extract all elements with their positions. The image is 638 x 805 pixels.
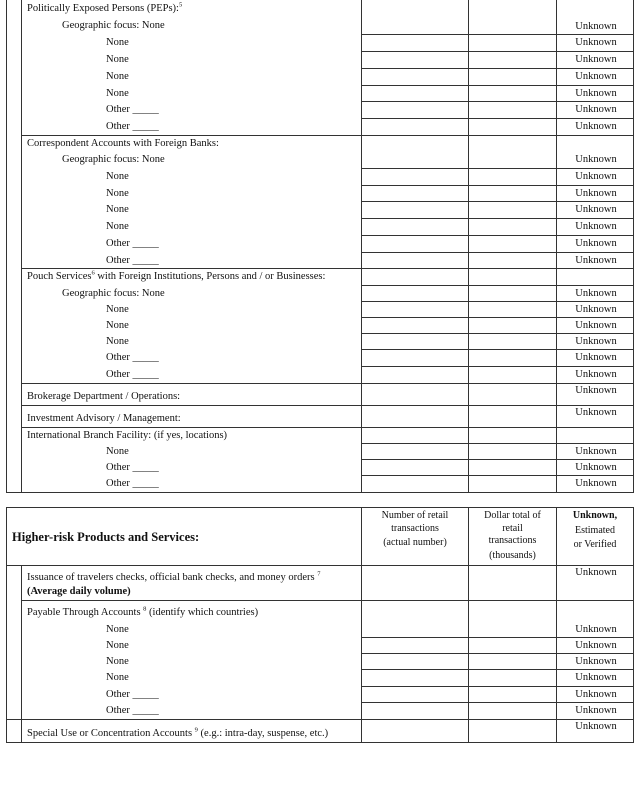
table2-left-border (6, 507, 7, 743)
row-divider (361, 85, 634, 86)
section-divider (21, 427, 634, 428)
none-label: None (106, 320, 129, 331)
row-divider (361, 366, 634, 367)
table1-bottom-border (6, 492, 634, 493)
table1-col-divider-2 (468, 0, 469, 493)
other-label: Other _____ (106, 255, 159, 266)
row-divider (361, 702, 634, 703)
table1-col-divider-3 (556, 0, 557, 493)
pouch-geo: Geographic focus: None (62, 288, 165, 299)
other-label: Other _____ (106, 369, 159, 380)
col-header-line: or Verified (573, 539, 617, 550)
none-label: None (106, 54, 129, 65)
col-header-retail (362, 510, 468, 550)
table1-left-border (6, 0, 7, 493)
none-label: None (106, 37, 129, 48)
none-label: None (106, 171, 129, 182)
other-label: Other _____ (106, 478, 159, 489)
col-header-line: (actual number) (383, 537, 447, 548)
table2-bottom-border (6, 742, 634, 743)
row-divider (361, 317, 634, 318)
table2-top-border (6, 507, 634, 508)
status-cell: Unknown (575, 567, 617, 578)
status-cell: Unknown (575, 721, 617, 732)
correspondent-geo: Geographic focus: None (62, 154, 165, 165)
correspondent-title: Correspondent Accounts with Foreign Banks: (27, 138, 219, 149)
row-divider (361, 349, 634, 350)
col-header-line: Estimated (575, 524, 615, 536)
brokerage-label: Brokerage Department / Operations: (27, 391, 181, 402)
section-divider (6, 719, 634, 720)
status-cell: Unknown (575, 369, 617, 380)
row-divider (361, 235, 634, 236)
none-label: None (106, 304, 129, 315)
table1-col-divider-1 (361, 0, 362, 493)
status-cell: Unknown (575, 204, 617, 215)
none-label: None (106, 188, 129, 199)
status-cell: Unknown (575, 462, 617, 473)
table1-inner-left-border (21, 0, 22, 493)
row-divider (361, 101, 634, 102)
status-cell: Unknown (575, 288, 617, 299)
status-cell: Unknown (575, 352, 617, 363)
status-cell: Unknown (575, 656, 617, 667)
none-label: None (106, 71, 129, 82)
row-divider (361, 34, 634, 35)
section-divider (21, 135, 634, 136)
row-divider (361, 285, 634, 286)
status-cell: Unknown (575, 154, 617, 165)
none-label: None (106, 624, 129, 635)
row-divider (361, 118, 634, 119)
status-cell: Unknown (575, 320, 617, 331)
none-label: None (106, 640, 129, 651)
none-label: None (106, 336, 129, 347)
status-cell: Unknown (575, 121, 617, 132)
none-label: None (106, 672, 129, 683)
col-header-line: transactions (391, 522, 439, 534)
col-header-status (557, 510, 633, 552)
investment-label: Investment Advisory / Management: (27, 413, 181, 424)
status-cell: Unknown (575, 188, 617, 199)
row-divider (361, 68, 634, 69)
section-divider (21, 268, 634, 269)
section-divider (21, 405, 634, 406)
col-header-line: Unknown, (572, 510, 618, 521)
col-header-line: (thousands) (489, 549, 536, 561)
other-label: Other _____ (106, 104, 159, 115)
row-divider (361, 653, 634, 654)
row-divider (361, 185, 634, 186)
table2-header-bottom (6, 565, 634, 566)
none-label: None (106, 656, 129, 667)
table2-inner-left-border (21, 565, 22, 743)
none-label: None (106, 446, 129, 457)
other-label: Other _____ (106, 689, 159, 700)
travelers-label: Issuance of travelers checks, official bank checks, and money orders $^7$ (27, 570, 321, 583)
row-divider (361, 218, 634, 219)
status-cell: Unknown (575, 624, 617, 635)
status-cell: Unknown (575, 255, 617, 266)
row-divider (361, 669, 634, 670)
status-cell: Unknown (575, 407, 617, 418)
row-divider (361, 475, 634, 476)
status-cell: Unknown (575, 221, 617, 232)
row-divider (361, 459, 634, 460)
row-divider (361, 301, 634, 302)
other-label: Other _____ (106, 352, 159, 363)
status-cell: Unknown (575, 21, 617, 32)
status-cell: Unknown (575, 54, 617, 65)
status-cell: Unknown (575, 689, 617, 700)
other-label: Other _____ (106, 238, 159, 249)
row-divider (361, 168, 634, 169)
status-cell: Unknown (575, 478, 617, 489)
col-header-dollar (469, 510, 556, 562)
status-cell: Unknown (575, 336, 617, 347)
col-header-line: Dollar total of (484, 510, 541, 521)
pep-geo: Geographic focus: None (62, 20, 165, 31)
status-cell: Unknown (575, 304, 617, 315)
pouch-title: Pouch Services$^6$ with Foreign Institutions, Persons and / or Businesses: (27, 269, 326, 282)
intl-label: International Branch Facility: (if yes, locations) (27, 430, 228, 441)
row-divider (361, 443, 634, 444)
row-divider (361, 252, 634, 253)
row-divider (361, 686, 634, 687)
col-header-line: retail (502, 522, 523, 534)
row-divider (361, 333, 634, 334)
table2-title: Higher-risk Products and Services: (12, 530, 200, 544)
other-label: Other _____ (106, 462, 159, 473)
row-divider (361, 201, 634, 202)
section-divider (21, 383, 634, 384)
status-cell: Unknown (575, 385, 617, 396)
status-cell: Unknown (575, 171, 617, 182)
status-cell: Unknown (575, 88, 617, 99)
pep-title: Politically Exposed Persons (PEPs):$^5$ (27, 1, 183, 14)
payable-label: Payable Through Accounts $^8$ (identify which countries) (27, 605, 259, 618)
section-divider (21, 600, 634, 601)
status-cell: Unknown (575, 238, 617, 249)
status-cell: Unknown (575, 104, 617, 115)
col-header-line: Number of retail (381, 510, 449, 521)
other-label: Other _____ (106, 121, 159, 132)
special-label: Special Use or Concentration Accounts $^9$ (e.g.: intra-day, suspense, etc.) (27, 726, 329, 739)
row-divider (361, 637, 634, 638)
none-label: None (106, 221, 129, 232)
col-header-line: transactions (488, 535, 537, 546)
none-label: None (106, 204, 129, 215)
row-divider (361, 51, 634, 52)
none-label: None (106, 88, 129, 99)
status-cell: Unknown (575, 37, 617, 48)
status-cell: Unknown (575, 640, 617, 651)
status-cell: Unknown (575, 672, 617, 683)
travelers-sub: (Average daily volume) (27, 586, 131, 597)
status-cell: Unknown (575, 71, 617, 82)
status-cell: Unknown (575, 446, 617, 457)
other-label: Other _____ (106, 705, 159, 716)
status-cell: Unknown (575, 705, 617, 716)
